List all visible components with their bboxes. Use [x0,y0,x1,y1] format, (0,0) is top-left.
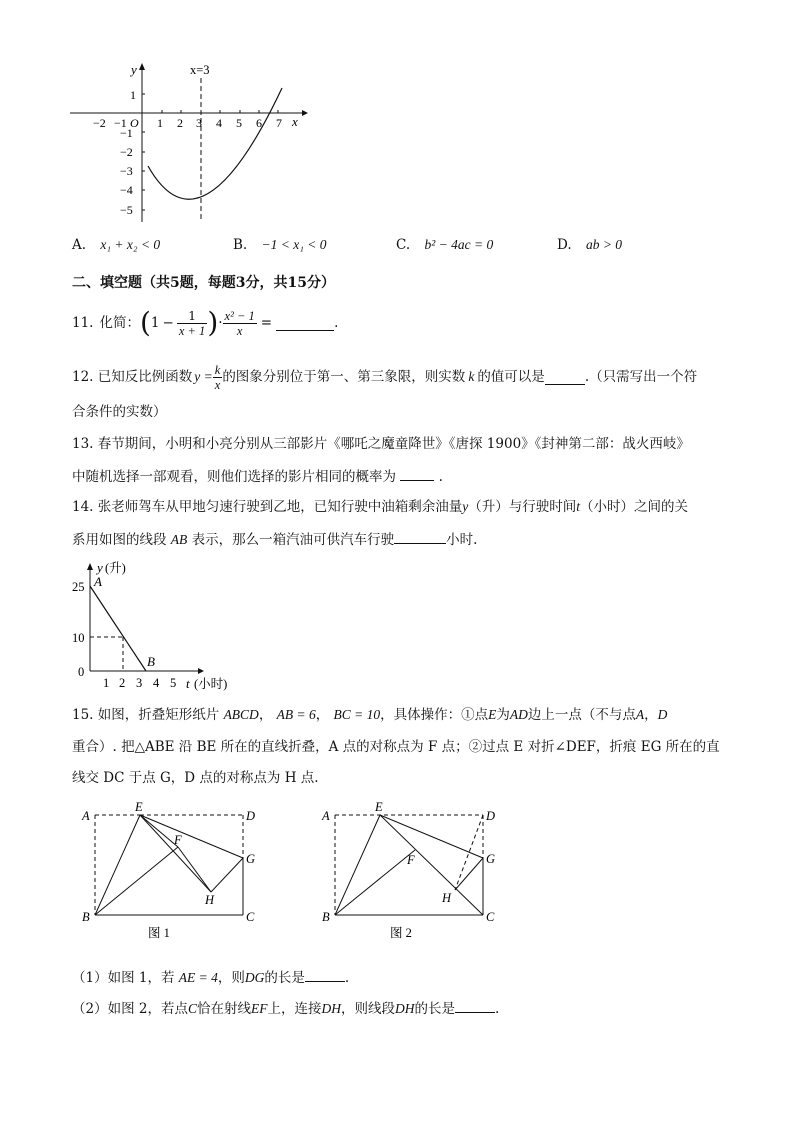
sub1-expr: AE = 4 [178,970,218,985]
answer-blank-12[interactable] [545,370,585,385]
x-tick: 2 [177,116,183,130]
point-d: D [246,809,256,823]
y-unit: (升) [105,561,126,575]
y-axis-label: y [131,62,137,77]
t-tick: 3 [136,676,143,690]
point-f: F [174,833,182,847]
point-b: B [82,910,90,924]
sub1-dg: DG [244,970,265,985]
sub2-text-d: ，则线段 [341,1001,395,1017]
sub2-ef: EF [251,1001,268,1016]
q15-line2: 重合）. 把△ABE 沿 BE 所在的直线折叠，A 点的对称点为 F 点；②过点 E 对折∠DEF，折痕 EG 所在的直 [72,739,720,755]
option-b-label: B. [233,237,248,253]
q12-text-d: .（只需写出一个符 [584,369,698,385]
y-tick: −2 [120,145,133,159]
x-tick: 6 [256,116,262,130]
y-ticks [120,88,136,217]
q11-num: 11. [72,315,94,331]
y-tick: 1 [130,88,136,102]
point-f: F [407,853,415,867]
y-tick: −4 [120,183,133,197]
q11-equals: = [260,315,273,331]
y-tick: −1 [120,126,133,140]
option-a-expr: x₁ + x₂ < 0 [100,237,161,252]
sub2-end: . [495,1001,500,1017]
x-tick: 3 [196,116,202,130]
y-tick: −3 [120,164,133,178]
q15-sub2 [72,998,499,1018]
q13-text: 中随机选择一部观看，则他们选择的影片相同的概率为 [72,469,396,485]
sub1-text-b: ，则 [217,970,245,986]
figure-2-caption: 图 2 [390,926,412,940]
q12-k: k [468,369,475,384]
q14-text-c: （小时）之间的关 [580,499,689,515]
parabola-graph [70,60,310,230]
question-11 [72,303,338,343]
q11-prefix: 化简： [99,315,140,331]
q12-fraction [213,363,223,392]
q15-ad: AD [509,707,528,722]
sub2-text-a: （2）如图 2，若点 [72,1001,188,1017]
point-h: H [205,893,215,907]
t-unit: (小时) [194,677,228,691]
figure-2 [318,800,518,950]
t-label: t [186,676,190,691]
q11-fraction-1 [177,309,207,338]
point-a: A [94,574,102,589]
q11-dot: · [218,315,223,331]
origin-label: O [130,116,139,130]
x-tick: 1 [157,116,163,130]
y-tick: 0 [78,665,85,679]
q13-line1: 13. 春节期间，小明和小亮分别从三部影片《哪吒之魔童降世》《唐探 1900》《封神第二部：战火西岐》 [72,436,690,452]
question-12 [72,360,697,394]
option-b[interactable] [233,236,327,254]
point-c: C [486,910,495,924]
option-c[interactable] [396,236,493,254]
q12-frac-den: x [214,377,221,392]
q15-abcd: ABCD [223,707,259,722]
q14-t: t [576,499,581,514]
y-tick: 10 [72,631,85,645]
fuel-graph [70,556,250,696]
sub2-c: C [187,1001,197,1016]
q12-text-b: 的图象分别位于第一、第三象限，则实数 [222,369,466,385]
point-h: H [442,891,452,905]
q12-y-eq: y = [194,369,213,384]
option-d-expr: ab > 0 [585,237,623,252]
x-axis-label: x [292,114,298,129]
q14-y: y [462,499,469,514]
option-d-label: D. [557,237,572,253]
x-tick: 7 [276,116,282,130]
sub1-end: . [344,970,350,986]
figure-1-caption: 图 1 [148,926,170,940]
q14-text-e: 表示，那么一箱汽油可供汽车行驶 [191,532,395,548]
segment-ab [90,586,146,671]
point-d: D [486,809,496,823]
point-g: G [246,852,256,866]
point-e: E [135,800,143,814]
q13-end: . [438,469,443,485]
q15-bc-eq: BC = 10 [333,707,381,722]
q15-text-c: 为 [496,707,510,723]
option-c-expr: b² − 4ac = 0 [424,237,494,252]
point-e: E [375,800,383,814]
x-tick: −1 [114,116,127,130]
q15-line1: 15. 如图，折叠矩形纸片 ABCD， AB = 6， BC = 10，具体操作：①点E为AD边上一点（不与点A，D [72,707,668,723]
q15-sub1 [72,967,349,987]
sub1-text-a: （1）如图 1，若 [72,970,175,986]
q11-minus: − [162,315,174,331]
point-b: B [147,654,155,669]
sub2-dh: DH [321,1001,341,1016]
q11-f1-den: x + 1 [178,323,206,338]
option-a-label: A. [72,237,87,253]
q11-f2-den: x [236,323,243,338]
t-tick: 4 [153,676,160,690]
point-b: B [322,910,330,924]
q14-line1 [72,498,688,516]
q14-text-f: 小时. [446,532,478,548]
figure-1 [78,800,278,950]
answer-blank-15-1[interactable] [305,967,345,982]
y-tick: 25 [72,580,85,594]
q11-fraction-2 [223,309,257,338]
answer-blank-11[interactable] [276,316,334,331]
option-b-expr: −1 < x₁ < 0 [261,237,327,252]
y-tick: −5 [120,203,133,217]
answer-blank-15-2[interactable] [455,998,495,1013]
q11-end: . [334,315,339,331]
option-d[interactable] [557,236,622,254]
q14-text-d: 系用如图的线段 [72,532,167,548]
x-tick: 4 [216,116,222,130]
sub2-text-b: 恰在射线 [197,1001,251,1017]
point-a: A [82,809,90,823]
q15-ab-eq: AB = 6 [276,707,316,722]
left-paren: ( [139,306,151,339]
t-tick: 2 [119,676,126,690]
q14-text-a: 14. 张老师驾车从甲地匀速行驶到乙地，已知行驶中油箱剩余油量 [72,499,463,515]
q14-text-b: （升）与行驶时间 [468,499,577,515]
q12-text-a: 12. 已知反比例函数 [72,369,193,385]
option-c-label: C. [396,237,411,253]
q12-text-c: 的值可以是 [477,369,545,385]
x-tick: 5 [236,116,242,130]
point-g: G [486,852,496,866]
q15-d: D [657,707,668,722]
t-tick: 1 [103,676,110,690]
sub2-dh2: DH [395,1001,415,1016]
q15-text-a: 15. 如图，折叠矩形纸片 [72,707,220,723]
q11-f1-num: 1 [177,309,207,324]
q14-ab: AB [170,532,188,547]
q15-e: E [488,707,497,722]
point-a: A [322,809,330,823]
sub2-text-e: 的长是 [414,1001,455,1017]
q15-a: A [635,707,645,722]
option-a[interactable] [72,236,160,254]
section-title: 二、填空题（共5题，每题3分，共15分） [72,275,335,291]
q13-line2 [72,466,443,486]
sub1-text-c: 的长是 [264,970,305,986]
right-paren: ) [207,306,219,339]
t-tick: 5 [170,676,177,690]
symmetry-label: x=3 [190,63,210,77]
q15-text-b: ，具体操作：①点 [380,707,489,723]
answer-blank-13[interactable] [400,466,434,481]
x-tick: −2 [93,116,106,130]
q11-f2-num: x² − 1 [224,308,255,323]
q14-line2 [72,529,477,549]
y-label: y [97,560,103,575]
q11-one: 1 [150,315,160,331]
q15-text-d: 边上一点（不与点 [527,707,636,723]
q12-frac-num: k [214,362,221,377]
q12-line2: 合条件的实数） [72,404,167,420]
answer-blank-14[interactable] [394,529,446,544]
point-c: C [246,910,255,924]
q15-line3: 线交 DC 于点 G，D 点的对称点为 H 点. [72,770,319,786]
parabola-curve [148,88,282,199]
sub2-text-c: 上，连接 [267,1001,322,1017]
